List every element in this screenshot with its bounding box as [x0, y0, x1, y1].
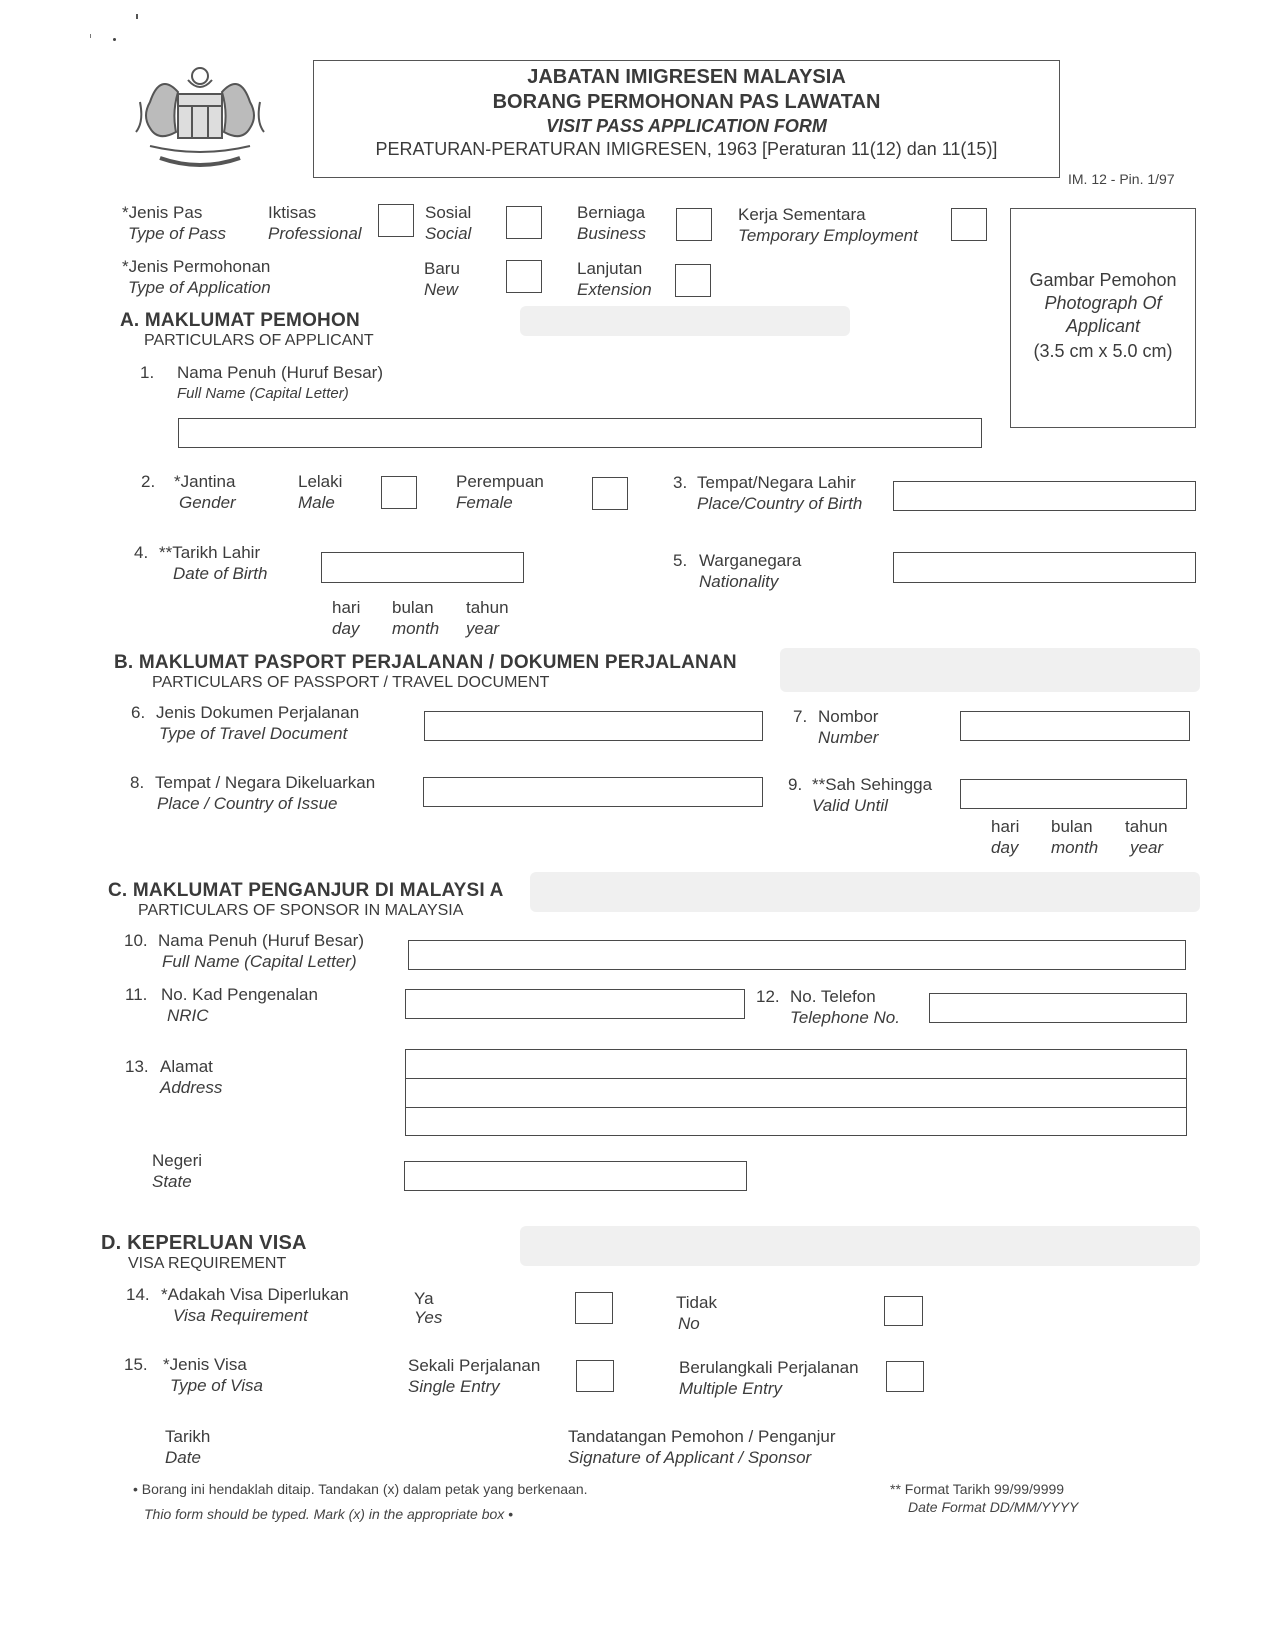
coat-of-arms-logo: [130, 62, 270, 174]
label-ms: Nama Penuh (Huruf Besar): [158, 931, 364, 950]
field-6-label: [156, 702, 359, 744]
label-ms: Berulangkali Perjalanan: [679, 1358, 859, 1377]
scan-shadow: [520, 306, 850, 336]
field-13-label: [160, 1056, 222, 1098]
field-2-label: [174, 471, 236, 513]
field-4-number: 4.: [134, 543, 149, 562]
field-14-number: 14.: [126, 1285, 150, 1304]
label-ms: tahun: [1125, 817, 1168, 836]
label-en: Date of Birth: [173, 564, 268, 583]
label-ms: hari: [991, 817, 1020, 836]
photo-box[interactable]: [1010, 208, 1196, 428]
label-ms: **Tarikh Lahir: [159, 543, 261, 562]
sponsor-state-input[interactable]: [404, 1161, 747, 1191]
date-label: [165, 1426, 210, 1468]
checkbox-multiple-entry[interactable]: [886, 1361, 924, 1392]
field-13-number: 13.: [125, 1057, 149, 1076]
field-10-number: 10.: [124, 931, 148, 950]
label-ms: No. Kad Pengenalan: [161, 985, 318, 1004]
footer-note-ms: • Borang ini hendaklah ditaip. Tandakan (x) dalam petak yang berkenaan.: [133, 1481, 588, 1497]
field-9-label: [812, 774, 932, 816]
label-en: State: [152, 1172, 192, 1191]
scan-speck: [113, 38, 116, 41]
field-4-label: [159, 542, 268, 584]
label-ms: hari: [332, 598, 361, 617]
label-ms: tahun: [466, 598, 509, 617]
label-en: Visa Requirement: [173, 1306, 308, 1325]
label-en: No: [678, 1314, 700, 1333]
date-of-birth-input[interactable]: [321, 552, 524, 583]
label-ms: Warganegara: [699, 551, 802, 570]
label-en: Type of Pass: [128, 224, 226, 243]
address-line-3[interactable]: [406, 1108, 1186, 1135]
label-ms: *Jenis Visa: [163, 1355, 247, 1374]
section-d-subtitle: VISA REQUIREMENT: [128, 1255, 287, 1272]
field-5-number: 5.: [673, 551, 688, 570]
form-title-en: VISIT PASS APPLICATION FORM: [546, 116, 827, 136]
field-15-number: 15.: [124, 1355, 148, 1374]
field-11-number: 11.: [125, 985, 148, 1004]
label-en: Type of Visa: [170, 1376, 263, 1395]
label-ms: Tarikh: [165, 1427, 211, 1446]
field-7-label: [818, 706, 878, 748]
field-3-label: [697, 472, 862, 514]
label-en: Gender: [179, 493, 236, 512]
photo-label-en-1: Photograph Of: [1044, 293, 1162, 313]
label-ms: bulan: [1051, 817, 1093, 836]
label-en: Type of Travel Document: [159, 724, 348, 743]
checkbox-single-entry[interactable]: [576, 1360, 614, 1392]
label-en: month: [392, 619, 440, 638]
section-c-title: C. MAKLUMAT PENGANJUR DI MALAYSI A: [108, 880, 504, 901]
option-social-label: [425, 202, 471, 244]
label-ms: Lelaki: [298, 472, 343, 491]
label-ms: Tidak: [676, 1293, 717, 1312]
option-new-label: [424, 258, 460, 300]
label-en: day: [332, 619, 360, 638]
label-en: Male: [298, 493, 335, 512]
label-en: Female: [456, 493, 513, 512]
document-number-input[interactable]: [960, 711, 1190, 741]
type-of-pass-label: [122, 202, 226, 244]
label-ms: Iktisas: [268, 203, 317, 222]
footer-note-en: Thio form should be typed. Mark (x) in the appropriate box •: [144, 1506, 514, 1522]
section-b-title: B. MAKLUMAT PASPORT PERJALANAN / DOKUMEN PERJALANAN: [114, 652, 737, 673]
department-title: JABATAN IMIGRESEN MALAYSIA: [527, 66, 846, 88]
field-11-label: [161, 984, 318, 1026]
signature-label: [568, 1426, 835, 1468]
option-single-entry-label: [408, 1355, 540, 1397]
label-ms: Baru: [424, 259, 460, 278]
option-female-label: [456, 471, 544, 513]
option-no-label: [676, 1292, 717, 1334]
date-format-en: Date Format DD/MM/YYYY: [908, 1499, 1079, 1515]
label-ms: Alamat: [160, 1057, 213, 1076]
section-d-title: D. KEPERLUAN VISA: [101, 1232, 307, 1254]
travel-document-type-input[interactable]: [424, 711, 763, 741]
valid-until-year-hint: [1125, 816, 1168, 858]
label-ms: Perempuan: [456, 472, 544, 491]
checkbox-female[interactable]: [592, 477, 628, 510]
checkbox-male[interactable]: [381, 476, 417, 509]
form-header-box: [313, 60, 1060, 178]
date-format-ms: ** Format Tarikh 99/99/9999: [890, 1481, 1065, 1497]
label-en: Business: [577, 224, 646, 243]
place-of-birth-input[interactable]: [893, 481, 1196, 511]
address-line-1[interactable]: [406, 1050, 1186, 1079]
label-en: month: [1051, 838, 1099, 857]
label-en: New: [424, 280, 459, 299]
label-en: Type of Application: [128, 278, 271, 297]
scan-shadow: [520, 1226, 1200, 1266]
label-ms: *Jenis Pas: [122, 203, 203, 222]
label-en: Place/Country of Birth: [697, 494, 863, 513]
option-professional-label: [268, 202, 362, 244]
label-ms: No. Telefon: [790, 987, 876, 1006]
label-ms: Jenis Dokumen Perjalanan: [156, 703, 360, 722]
field-3-number: 3.: [673, 473, 688, 492]
photo-label-en-2: Applicant: [1065, 316, 1141, 336]
label-en: Yes: [414, 1308, 443, 1327]
label-en: Place / Country of Issue: [157, 794, 338, 813]
label-ms: bulan: [392, 598, 434, 617]
field-5-label: [699, 550, 801, 592]
field-14-label: [161, 1284, 349, 1326]
checkbox-visa-no[interactable]: [884, 1296, 923, 1326]
label-ms: **Sah Sehingga: [812, 775, 933, 794]
option-multiple-entry-label: [679, 1357, 859, 1399]
checkbox-business[interactable]: [676, 208, 712, 241]
section-a-title: A. MAKLUMAT PEMOHON: [120, 310, 360, 331]
photo-size: (3.5 cm x 5.0 cm): [1033, 341, 1173, 361]
field-1-label: [177, 362, 383, 404]
label-en: Telephone No.: [790, 1008, 900, 1027]
label-ms: Berniaga: [577, 203, 646, 222]
field-12-label: [790, 986, 900, 1028]
option-temporary-employment-label: [738, 204, 918, 246]
field-2-number: 2.: [141, 472, 156, 491]
label-en: Address: [160, 1078, 223, 1097]
malaysia-coat-of-arms-icon: [130, 62, 270, 174]
field-8-number: 8.: [130, 773, 145, 792]
label-en: Single Entry: [408, 1377, 500, 1396]
sponsor-full-name-input[interactable]: [408, 940, 1186, 970]
label-en: year: [1130, 838, 1164, 857]
form-code: IM. 12 - Pin. 1/97: [1068, 171, 1175, 187]
checkbox-social[interactable]: [506, 206, 542, 239]
checkbox-extension[interactable]: [675, 264, 711, 297]
sponsor-nric-input[interactable]: [405, 989, 745, 1019]
dob-month-hint: [392, 597, 439, 639]
label-ms: *Jantina: [174, 472, 236, 491]
label-en: NRIC: [167, 1006, 209, 1025]
scan-shadow: [780, 648, 1200, 692]
option-male-label: [298, 471, 342, 513]
option-yes-label: [414, 1289, 442, 1327]
label-en: Valid Until: [812, 796, 888, 815]
label-ms: Lanjutan: [577, 259, 643, 278]
field-12-number: 12.: [756, 987, 780, 1006]
label-ms: Negeri: [152, 1151, 203, 1170]
nationality-input[interactable]: [893, 552, 1196, 583]
label-ms: Nama Penuh (Huruf Besar): [177, 363, 383, 382]
field-1-number: 1.: [140, 363, 155, 382]
label-en: Extension: [577, 280, 652, 299]
section-a-subtitle: PARTICULARS OF APPLICANT: [144, 332, 374, 349]
valid-until-input[interactable]: [960, 779, 1187, 809]
checkbox-new[interactable]: [506, 260, 542, 293]
label-ms: Nombor: [818, 707, 879, 726]
checkbox-temporary-employment[interactable]: [951, 208, 987, 241]
label-ms: Sosial: [425, 203, 472, 222]
address-line-2[interactable]: [406, 1079, 1186, 1108]
label-ms: *Jenis Permohonan: [122, 257, 271, 276]
dob-day-hint: [332, 597, 360, 639]
label-en: Signature of Applicant / Sponsor: [568, 1448, 812, 1467]
label-en: year: [466, 619, 500, 638]
state-label: [152, 1150, 202, 1192]
label-en: Temporary Employment: [738, 226, 918, 245]
section-c-subtitle: PARTICULARS OF SPONSOR IN MALAYSIA: [138, 902, 464, 919]
checkbox-professional[interactable]: [378, 204, 414, 237]
label-en: Number: [818, 728, 879, 747]
dob-year-hint: [466, 597, 509, 639]
label-en: Professional: [268, 224, 362, 243]
field-6-number: 6.: [131, 703, 146, 722]
field-7-number: 7.: [793, 707, 808, 726]
sponsor-address-input[interactable]: [405, 1049, 1187, 1136]
section-b-subtitle: PARTICULARS OF PASSPORT / TRAVEL DOCUMENT: [152, 674, 550, 691]
photo-label-ms: Gambar Pemohon: [1029, 270, 1177, 290]
label-en: Full Name (Capital Letter): [162, 952, 357, 971]
field-8-label: [155, 772, 375, 814]
label-ms: Tempat / Negara Dikeluarkan: [155, 773, 376, 792]
sponsor-telephone-input[interactable]: [929, 993, 1187, 1023]
field-10-label: [158, 930, 364, 972]
label-ms: Sekali Perjalanan: [408, 1356, 541, 1375]
field-9-number: 9.: [788, 775, 803, 794]
label-en: Full Name (Capital Letter): [177, 385, 349, 402]
label-en: Date: [165, 1448, 201, 1467]
label-en: day: [991, 838, 1019, 857]
place-of-issue-input[interactable]: [423, 777, 763, 807]
label-en: Multiple Entry: [679, 1379, 782, 1398]
field-15-label: [163, 1354, 263, 1396]
regulation-text: PERATURAN-PERATURAN IMIGRESEN, 1963 [Peraturan 11(12) dan 11(15)]: [375, 139, 998, 159]
label-ms: Ya: [414, 1289, 434, 1308]
valid-until-month-hint: [1051, 816, 1098, 858]
form-title-ms: BORANG PERMOHONAN PAS LAWATAN: [492, 91, 881, 113]
label-en: Social: [425, 224, 472, 243]
scan-shadow: [530, 872, 1200, 912]
checkbox-visa-yes[interactable]: [575, 1292, 613, 1324]
label-ms: Tandatangan Pemohon / Penganjur: [568, 1427, 836, 1446]
scan-speck: [136, 14, 138, 19]
label-ms: *Adakah Visa Diperlukan: [161, 1285, 349, 1304]
type-of-application-label: [122, 256, 271, 298]
scan-speck: [90, 34, 91, 38]
valid-until-day-hint: [991, 816, 1019, 858]
option-business-label: [577, 202, 646, 244]
label-ms: Tempat/Negara Lahir: [697, 473, 856, 492]
label-en: Nationality: [699, 572, 779, 591]
applicant-full-name-input[interactable]: [178, 418, 982, 448]
label-ms: Kerja Sementara: [738, 205, 866, 224]
option-extension-label: [577, 258, 652, 300]
